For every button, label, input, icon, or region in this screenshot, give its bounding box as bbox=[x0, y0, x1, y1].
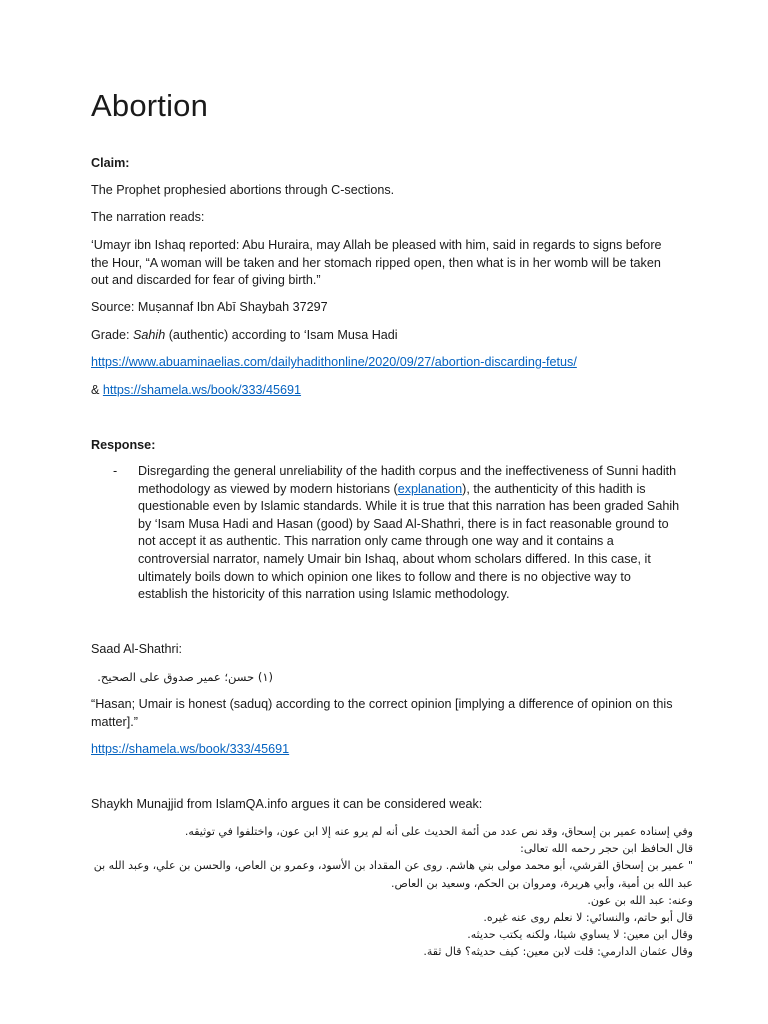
link-explanation[interactable]: explanation bbox=[397, 481, 463, 496]
grade-line bbox=[91, 327, 681, 345]
link-shamela-2-line bbox=[91, 741, 681, 759]
response-heading: Response: bbox=[91, 438, 156, 452]
narration-intro: The narration reads: bbox=[91, 210, 205, 224]
munajjid-arabic-quote bbox=[81, 823, 693, 961]
narration-quote: ‘Umayr ibn Ishaq reported: Abu Huraira, may Allah be pleased with him, said in regards to signs before the Hour, “A woman will be taken and her stomach ripped open, then what is in her womb will be taken out and discarded for fear of giving birth.” bbox=[91, 238, 662, 288]
claim-heading: Claim: bbox=[91, 156, 130, 170]
link-abuaminaelias[interactable]: https://www.abuaminaelias.com/dailyhadithonline/2020/09/27/abortion-discarding-fetus/ bbox=[91, 355, 577, 369]
page-title: Abortion bbox=[91, 88, 209, 123]
arabic-line: وقال عثمان الدارمي: قلت لابن معين: كيف حديثه؟ قال ثقة. bbox=[423, 945, 693, 959]
response-bullet bbox=[138, 463, 683, 604]
arabic-line: وقال ابن معين: لا يساوي شيئا، ولكنه يكتب حديثه. bbox=[467, 928, 693, 942]
link-shamela[interactable]: https://shamela.ws/book/333/45691 bbox=[102, 383, 302, 397]
source-line: Source: Muṣannaf Ibn Abī Shaybah 37297 bbox=[91, 300, 328, 314]
grade-italic: Sahih bbox=[133, 328, 166, 342]
link-shamela-prefix: & bbox=[91, 383, 103, 397]
bullet-dash: - bbox=[113, 464, 118, 478]
munajjid-heading: Shaykh Munajjid from IslamQA.info argues it can be considered weak: bbox=[91, 797, 483, 811]
link-shamela-line bbox=[91, 382, 681, 400]
link-shamela-2[interactable]: https://shamela.ws/book/333/45691 bbox=[91, 742, 290, 756]
bullet-text-part-1: Disregarding the general unreliability of the hadith corpus and the ineffectiveness of Sunni hadith methodology as viewed by modern historians ( bbox=[138, 464, 677, 496]
bullet-text-part-2: ), the authenticity of this hadith is questionable even by Islamic standards. While it is true that this narration has been graded Sahih by ‘Isam Musa Hadi and Hasan (good) by Saad Al-Shathri, there is in fact reasonable ground to not accept it as authentic. This narration only came through one way and it contains a controversial narrator, namely Umair bin Ishaq, about whom scholars differed. In this case, it ultimately boils down to which opinion one likes to follow and there is no objective way to establish the historicity of this narration using Islamic methodology. bbox=[138, 481, 680, 602]
arabic-line: وعنه: عبد الله بن عون. bbox=[587, 893, 693, 907]
shathri-arabic: (١) حسن؛ عمير صدوق على الصحيح. bbox=[97, 670, 273, 684]
grade-prefix: Grade: bbox=[91, 328, 133, 342]
arabic-line: قال أبو حاتم، والنسائي: لا نعلم روى عنه غيره. bbox=[483, 911, 693, 925]
shathri-translation: “Hasan; Umair is honest (saduq) according to the correct opinion [implying a difference of opinion on this matter].” bbox=[91, 697, 673, 729]
arabic-line: " عمير بن إسحاق القرشي، أبو محمد مولى بني هاشم. روى عن المقداد بن الأسود، وعمرو بن العاص، والحسن بن علي، وعبد الله بن عبد الله بن أمية، وأبي هريرة، ومروان بن الحكم، وسعيد بن العاص. bbox=[93, 859, 693, 890]
claim-text: The Prophet prophesied abortions through C-sections. bbox=[91, 183, 395, 197]
arabic-line: قال الحافظ ابن حجر رحمه الله تعالى: bbox=[520, 842, 693, 856]
shathri-heading: Saad Al-Shathri: bbox=[91, 642, 183, 656]
link-abuaminaelias-line bbox=[91, 354, 681, 372]
arabic-line: وفي إسناده عمير بن إسحاق، وقد نص عدد من أئمة الحديث على أنه لم يرو عنه إلا ابن عون، واختلفوا في توثيقه. bbox=[184, 825, 693, 838]
grade-suffix: (authentic) according to ‘Isam Musa Hadi bbox=[165, 328, 398, 342]
